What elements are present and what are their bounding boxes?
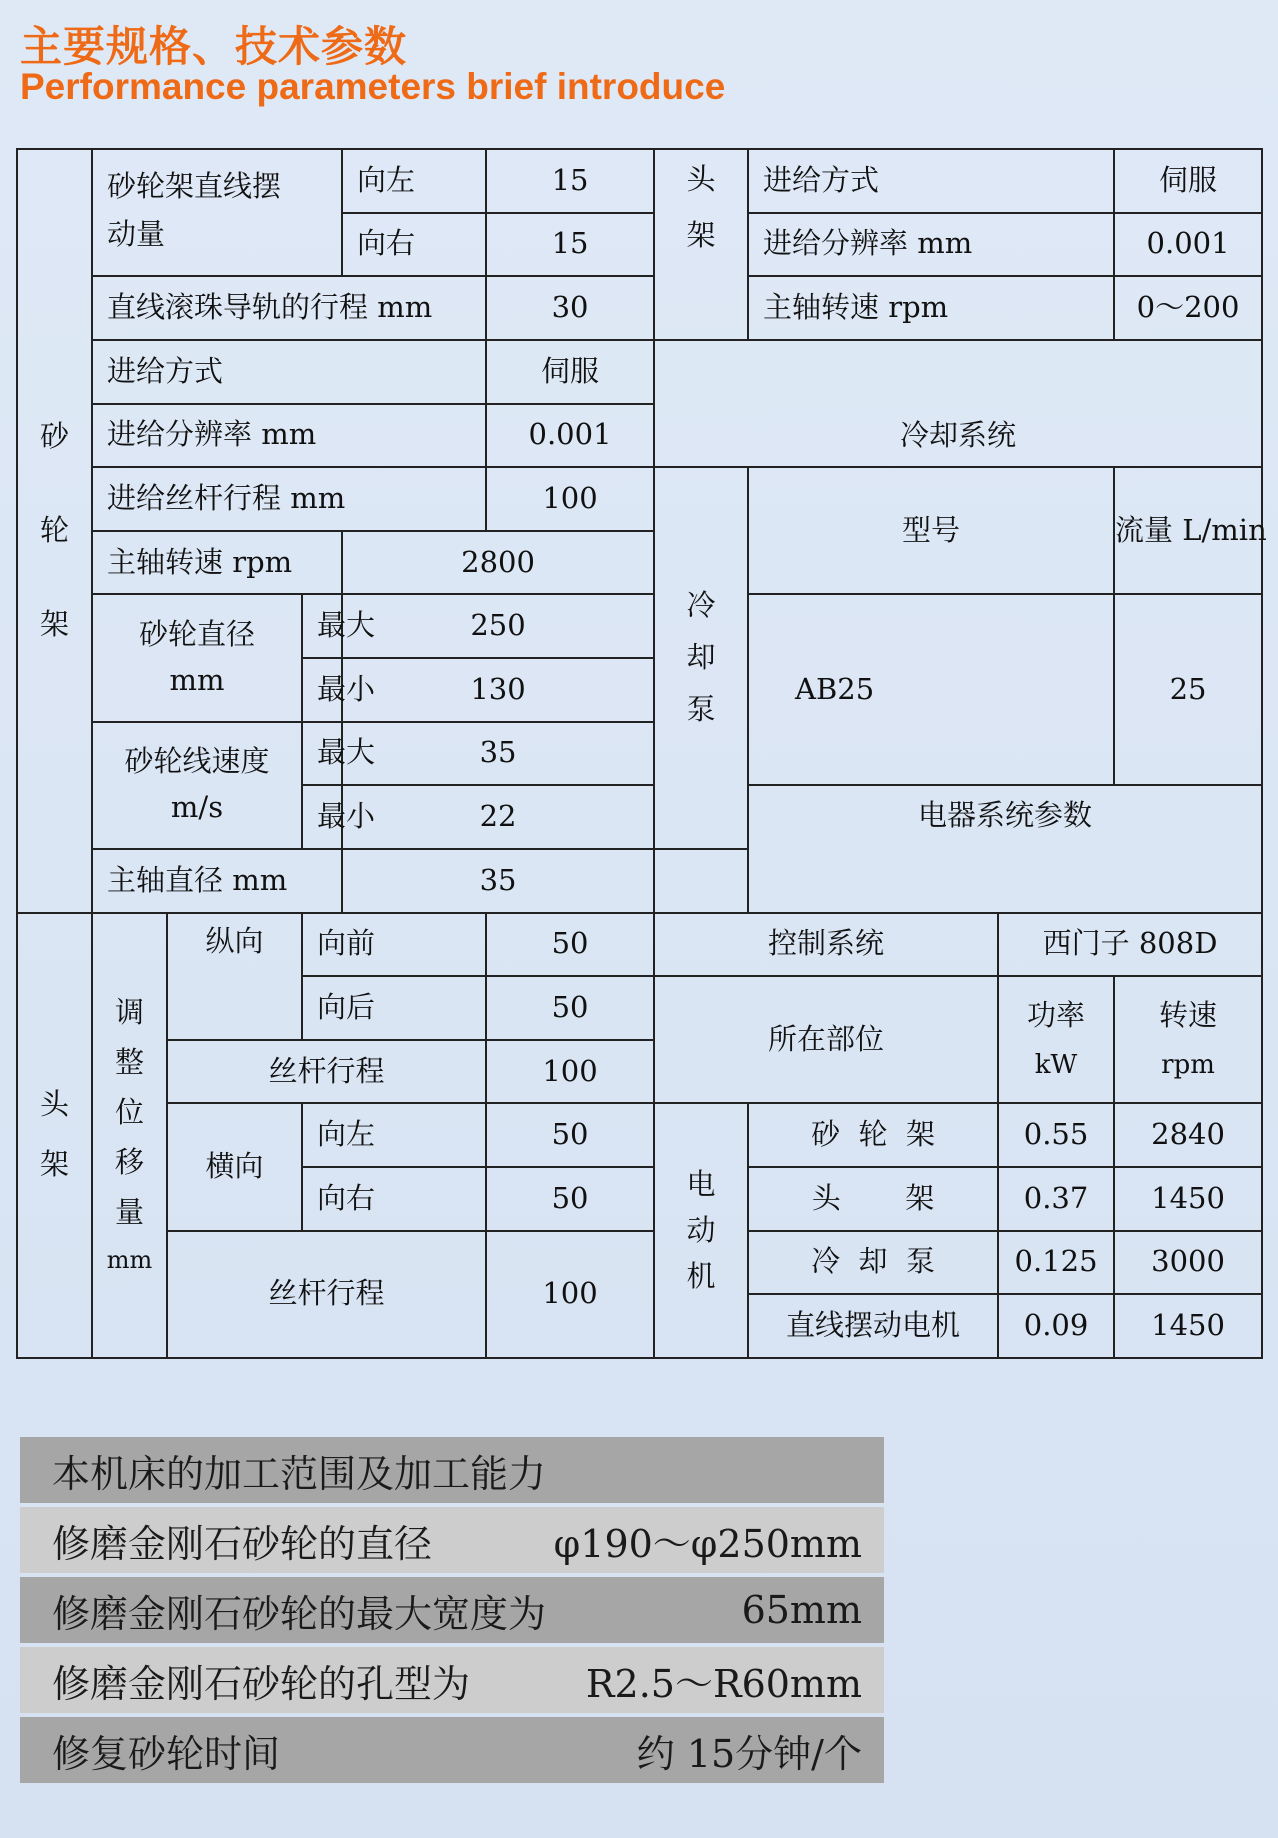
dia-min-value: 130 [342,658,654,722]
speed-max-value: 35 [342,722,654,786]
power-header: 功率 kW [998,976,1114,1103]
ctrl-label: 控制系统 [654,913,998,977]
dia-max-value: 250 [342,594,654,658]
grinder-side-label: 砂 轮 架 [17,149,92,913]
swing-label-1: 砂轮架直线摆 [92,149,342,213]
capability-row: 修磨金刚石砂轮的最大宽度为 65mm [20,1577,884,1643]
swing-left: 向左 [342,149,486,213]
back-label: 向后 [302,976,486,1040]
pump-model-header: 型号 [748,467,1114,594]
cooling-title: 冷却系统 [654,340,1262,467]
capability-row: 修复砂轮时间 约 15分钟/个 [20,1717,884,1783]
wheel-dia-label: 砂轮直径 mm [92,594,302,721]
motor-name-2: 冷 却 泵 [748,1231,998,1295]
fwd-label: 向前 [302,913,486,977]
rpm-header: 转速 rpm [1114,976,1262,1103]
capability-panel [20,1437,884,1787]
trans-label: 横向 [167,1103,302,1230]
wheel-speed-label: 砂轮线速度 m/s [92,722,302,849]
motor-name-3: 直线摆动电机 [748,1294,998,1358]
res-value: 0.001 [486,404,654,468]
electric-title: 电器系统参数 [748,785,1262,912]
capability-heading: 本机床的加工范围及加工能力 [20,1437,884,1503]
trans-right-label: 向右 [302,1167,486,1231]
ctrl-value: 西门子 808D [998,913,1262,977]
head-feed-value: 伺服 [1114,149,1262,213]
spindle-value: 2800 [342,531,654,595]
screw-value: 100 [486,467,654,531]
head-res-label: 进给分辨率 mm [748,213,1114,277]
head-feed-label: 进给方式 [748,149,1114,213]
motor-rpm-2: 3000 [1114,1231,1262,1295]
trans-left-value: 50 [486,1103,654,1167]
spec-table [16,148,1267,1359]
page-title-cn: 主要规格、技术参数 [20,22,408,71]
trans-left-label: 向左 [302,1103,486,1167]
trans-right-value: 50 [486,1167,654,1231]
head-res-value: 0.001 [1114,213,1262,277]
screw2-label: 丝杆行程 [167,1231,486,1358]
motor-name-1: 头 架 [748,1167,998,1231]
pump-model: AB25 [748,594,1114,785]
motor-name-0: 砂 轮 架 [748,1103,998,1167]
adjust-label: 调 整 位 移 量 mm [92,913,167,1359]
motor-rpm-3: 1450 [1114,1294,1262,1358]
screw1-label: 丝杆行程 [167,1040,486,1104]
screw-label: 进给丝杆行程 mm [92,467,486,531]
headstock-side-label: 头 架 [654,149,748,340]
swing-label-2: 动量 [92,213,342,277]
swing-left-value: 15 [486,149,654,213]
speed-min-label: 最小 [302,785,342,849]
speed-min-value: 22 [342,785,654,849]
pump-flow: 25 [1114,594,1262,785]
dia-max-label: 最大 [302,594,342,658]
motor-power-2: 0.125 [998,1231,1114,1295]
pump-label: 冷 却 泵 [654,467,748,849]
shaft-value: 35 [342,849,654,913]
page-title-en: Performance parameters brief introduce [20,66,726,107]
feed-value: 伺服 [486,340,654,404]
pump-flow-header: 流量 L/min [1114,467,1262,594]
adjust-side-label: 头 架 [17,913,92,1359]
swing-right: 向右 [342,213,486,277]
screw2-value: 100 [486,1231,654,1358]
back-value: 50 [486,976,654,1040]
speed-max-label: 最大 [302,722,342,786]
long-label: 纵向 [167,913,302,1040]
motor-power-0: 0.55 [998,1103,1114,1167]
motor-power-1: 0.37 [998,1167,1114,1231]
capability-row: 修磨金刚石砂轮的孔型为 R2.5～R60mm [20,1647,884,1713]
head-speed-label: 主轴转速 rpm [748,276,1114,340]
dia-min-label: 最小 [302,658,342,722]
rail-label: 直线滚珠导轨的行程 mm [92,276,486,340]
screw1-value: 100 [486,1040,654,1104]
motor-power-3: 0.09 [998,1294,1114,1358]
feed-label: 进给方式 [92,340,486,404]
swing-right-value: 15 [486,213,654,277]
res-label: 进给分辨率 mm [92,404,486,468]
head-speed-value: 0～200 [1114,276,1262,340]
shaft-label: 主轴直径 mm [92,849,342,913]
motor-label: 电 动 机 [654,1103,748,1358]
rail-value: 30 [486,276,654,340]
fwd-value: 50 [486,913,654,977]
motor-rpm-0: 2840 [1114,1103,1262,1167]
motor-rpm-1: 1450 [1114,1167,1262,1231]
location-header: 所在部位 [654,976,998,1103]
capability-row: 修磨金刚石砂轮的直径 φ190～φ250mm [20,1507,884,1573]
spindle-label: 主轴转速 rpm [92,531,342,595]
